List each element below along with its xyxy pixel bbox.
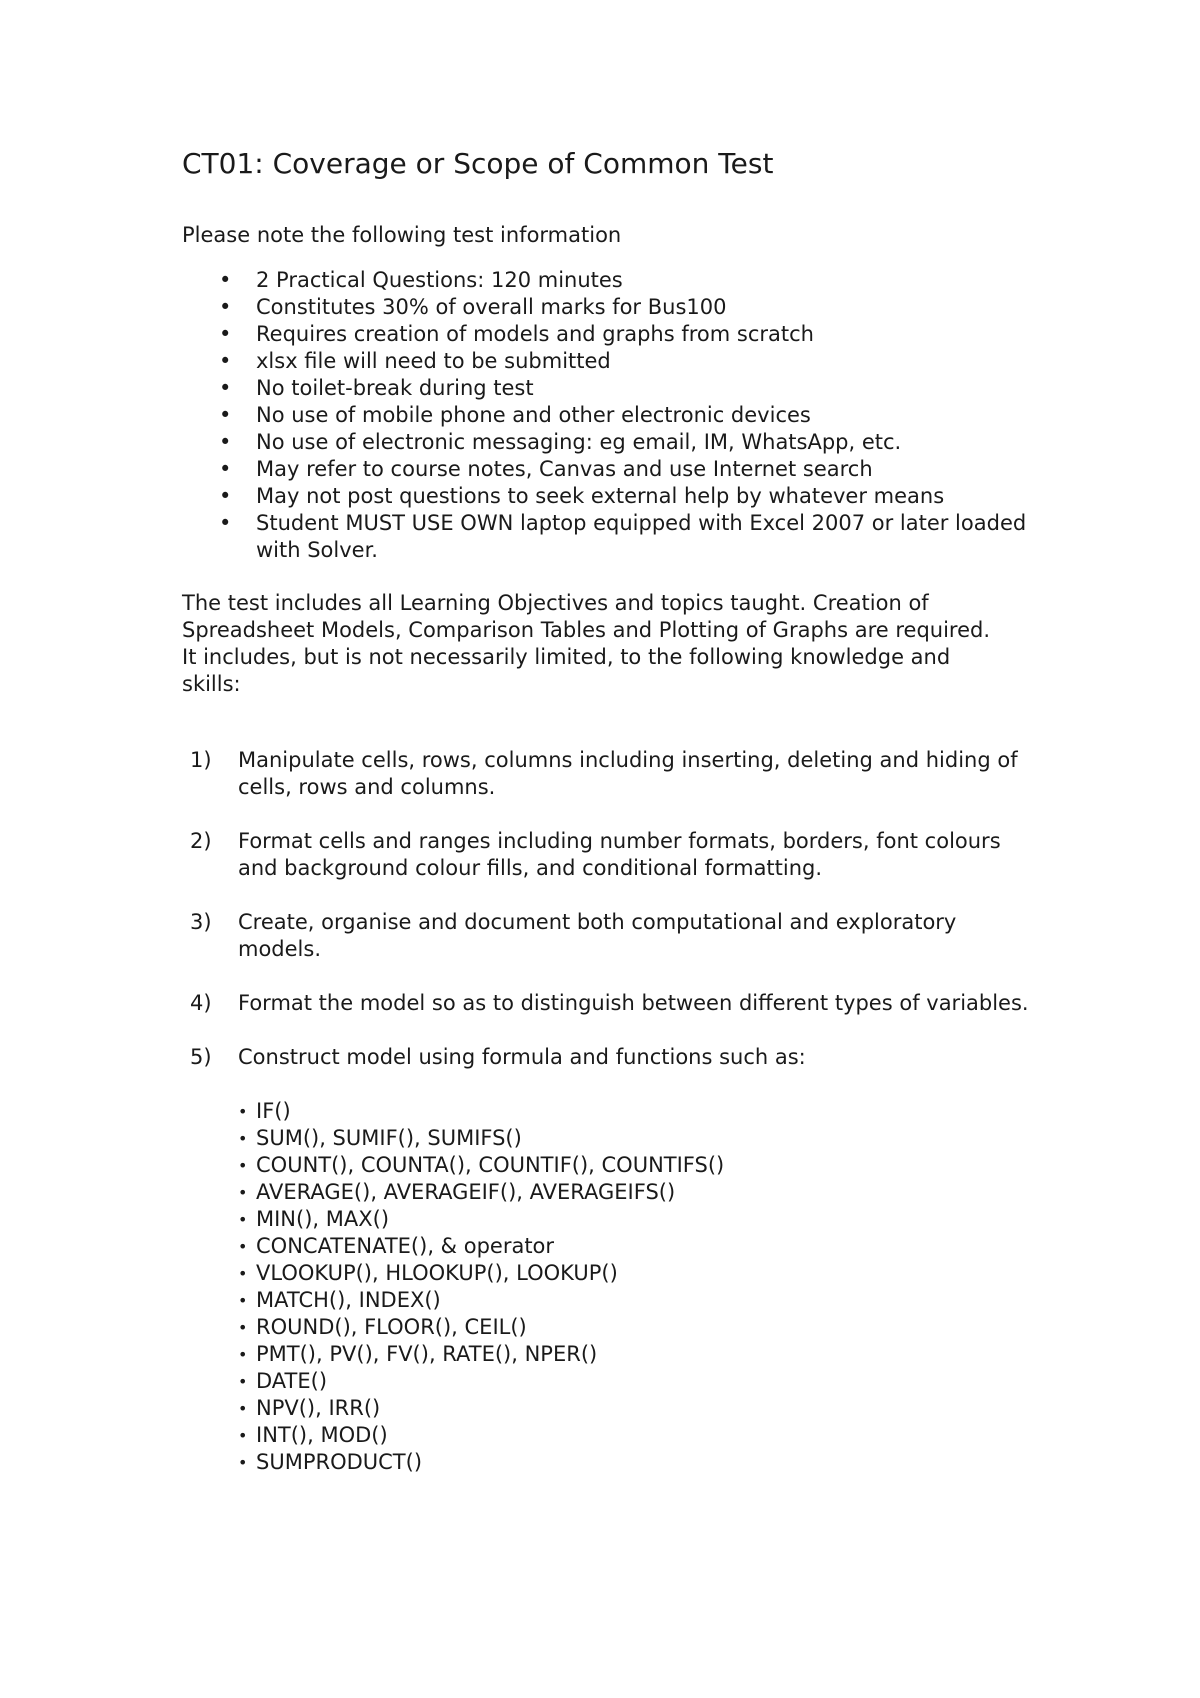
skill-text: Format the model so as to distinguish between different types of variables. bbox=[238, 991, 1029, 1015]
function-item: • SUMPRODUCT() bbox=[238, 1449, 1038, 1476]
skill-number: 3) bbox=[190, 910, 212, 934]
function-item: • ROUND(), FLOOR(), CEIL() bbox=[238, 1314, 1038, 1341]
skill-item bbox=[182, 828, 1038, 882]
skill-number: 5) bbox=[190, 1045, 212, 1069]
list-item: • May not post questions to seek external help by whatever means bbox=[182, 483, 1042, 510]
functions-list bbox=[238, 1098, 1038, 1476]
function-item: • INT(), MOD() bbox=[238, 1422, 1038, 1449]
function-item: • PMT(), PV(), FV(), RATE(), NPER() bbox=[238, 1341, 1038, 1368]
function-item: • DATE() bbox=[238, 1368, 1038, 1395]
skill-text: Create, organise and document both computational and exploratory models. bbox=[238, 910, 957, 961]
list-item: • No use of mobile phone and other electronic devices bbox=[182, 402, 1042, 429]
function-item: • COUNT(), COUNTA(), COUNTIF(), COUNTIFS() bbox=[238, 1152, 1038, 1179]
list-item: • May refer to course notes, Canvas and use Internet search bbox=[182, 456, 1042, 483]
skill-text: Construct model using formula and functions such as: bbox=[238, 1045, 806, 1069]
skill-number: 4) bbox=[190, 991, 212, 1015]
function-item: • VLOOKUP(), HLOOKUP(), LOOKUP() bbox=[238, 1260, 1038, 1287]
document-title: CT01: Coverage or Scope of Common Test bbox=[182, 147, 774, 180]
function-item: • AVERAGE(), AVERAGEIF(), AVERAGEIFS() bbox=[238, 1179, 1038, 1206]
skill-item bbox=[182, 747, 1038, 801]
skill-item bbox=[182, 1044, 1038, 1476]
skill-item bbox=[182, 990, 1038, 1017]
skills-list bbox=[182, 747, 1042, 1476]
document-page bbox=[182, 146, 1042, 1503]
function-item: • SUM(), SUMIF(), SUMIFS() bbox=[238, 1125, 1038, 1152]
list-item: • Student MUST USE OWN laptop equipped with Excel 2007 or later loaded with Solver. bbox=[182, 510, 1042, 564]
function-item: • IF() bbox=[238, 1098, 1038, 1125]
skill-number: 2) bbox=[190, 829, 212, 853]
function-item: • MIN(), MAX() bbox=[238, 1206, 1038, 1233]
skill-text: Format cells and ranges including number formats, borders, font colours and background colour fills, and conditional formatting. bbox=[238, 829, 1001, 880]
list-item: • Requires creation of models and graphs from scratch bbox=[182, 321, 1042, 348]
function-item: • CONCATENATE(), & operator bbox=[238, 1233, 1038, 1260]
list-item: • Constitutes 30% of overall marks for Bus100 bbox=[182, 294, 1042, 321]
skill-text: Manipulate cells, rows, columns including inserting, deleting and hiding of cells, rows and columns. bbox=[238, 748, 1018, 799]
list-item: • No toilet-break during test bbox=[182, 375, 1042, 402]
intro-text: Please note the following test information bbox=[182, 223, 622, 247]
test-info-list bbox=[182, 267, 1042, 564]
list-item: • 2 Practical Questions: 120 minutes bbox=[182, 267, 1042, 294]
function-item: • NPV(), IRR() bbox=[238, 1395, 1038, 1422]
description-paragraph: The test includes all Learning Objectives and topics taught. Creation of Spreadsheet Models, Comparison Tables and Plotting of Graphs are required. It includes, but is not necessarily limited, to the following knowledge and skills: bbox=[182, 591, 991, 696]
skill-number: 1) bbox=[190, 748, 212, 772]
function-item: • MATCH(), INDEX() bbox=[238, 1287, 1038, 1314]
list-item: • No use of electronic messaging: eg email, IM, WhatsApp, etc. bbox=[182, 429, 1042, 456]
list-item: • xlsx file will need to be submitted bbox=[182, 348, 1042, 375]
skill-item bbox=[182, 909, 1038, 963]
